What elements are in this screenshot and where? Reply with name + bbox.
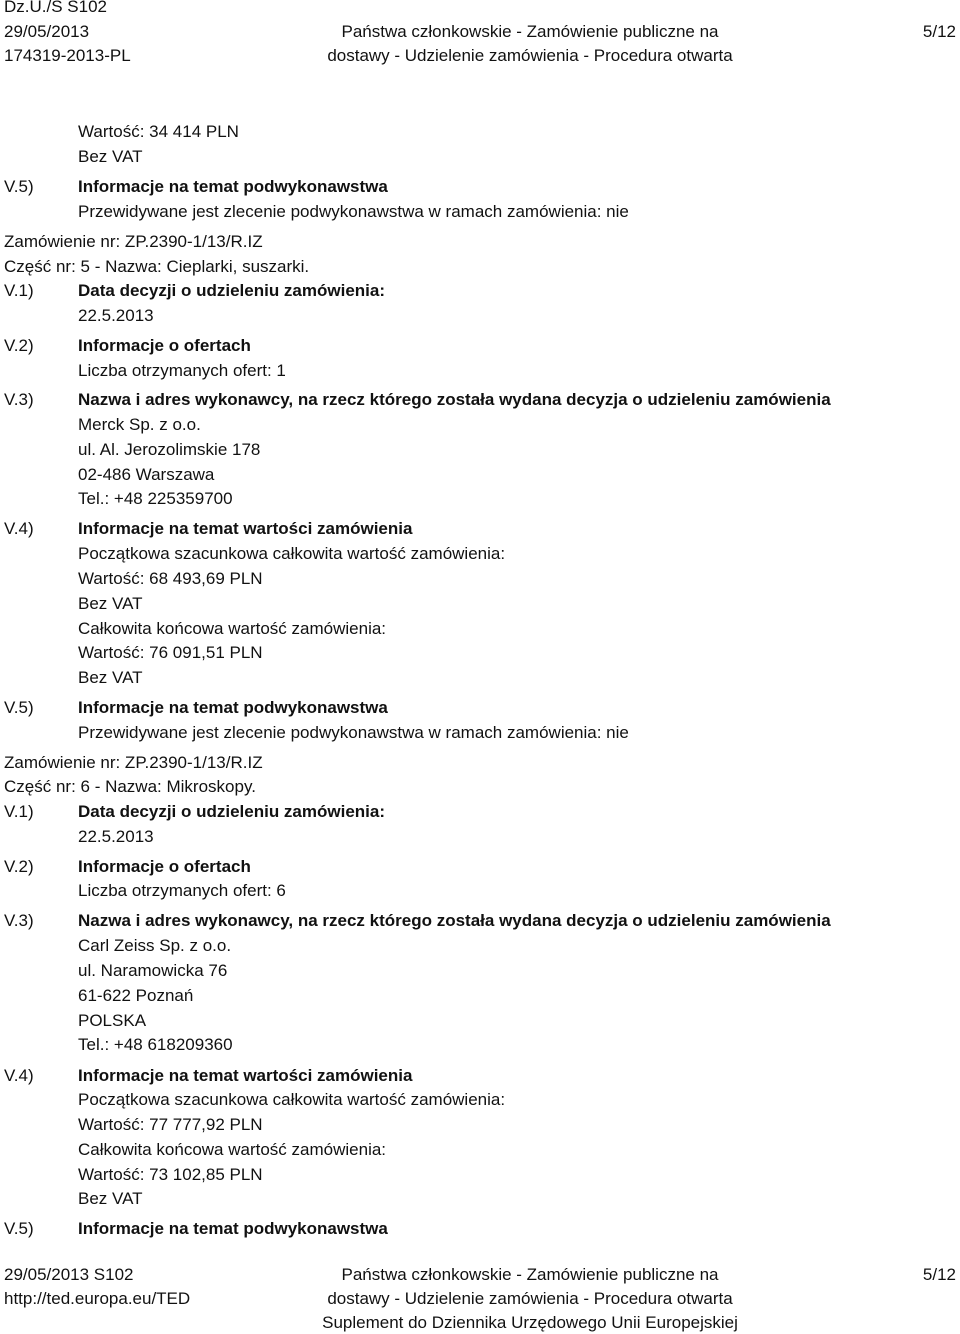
part5-initial-label: Początkowa szacunkowa całkowita wartość zamówienia:: [78, 544, 506, 563]
part6-company: Carl Zeiss Sp. z o.o.: [78, 936, 232, 955]
top-v5-number: V.5): [4, 177, 34, 196]
part5-v2-text: Liczba otrzymanych ofert: 1: [78, 361, 286, 380]
footer-url[interactable]: http://ted.europa.eu/TED: [4, 1289, 191, 1308]
part6-final-value: Wartość: 73 102,85 PLN: [78, 1165, 263, 1184]
part5-tel: Tel.: +48 225359700: [78, 489, 233, 508]
top-v5-text: Przewidywane jest zlecenie podwykonawstwa w ramach zamówienia: nie: [78, 202, 629, 221]
part6-order-number: Zamówienie nr: ZP.2390-1/13/R.IZ: [4, 753, 263, 772]
part6-v4-title: Informacje na temat wartości zamówienia: [78, 1066, 413, 1085]
part5-city: 02-486 Warszawa: [78, 465, 215, 484]
top-vat: Bez VAT: [78, 147, 143, 166]
part6-part-name: Część nr: 6 - Nazwa: Mikroskopy.: [4, 777, 256, 796]
header-journal: Dz.U./S S102: [4, 0, 107, 16]
part5-street: ul. Al. Jerozolimskie 178: [78, 440, 261, 459]
part5-v1-title: Data decyzji o udzieleniu zamówienia:: [78, 281, 386, 300]
part6-v4-number: V.4): [4, 1066, 34, 1085]
part6-street: ul. Naramowicka 76: [78, 961, 228, 980]
header-title-line1: Państwa członkowskie - Zamówienie publiczne na: [341, 22, 719, 41]
part6-tel: Tel.: +48 618209360: [78, 1035, 233, 1054]
part5-v1-number: V.1): [4, 281, 34, 300]
part6-initial-label: Początkowa szacunkowa całkowita wartość zamówienia:: [78, 1090, 506, 1109]
footer-title-line1: Państwa członkowskie - Zamówienie publiczne na: [341, 1265, 719, 1284]
part5-v5-number: V.5): [4, 698, 34, 717]
part5-initial-value: Wartość: 68 493,69 PLN: [78, 569, 263, 588]
part5-v3-number: V.3): [4, 390, 34, 409]
footer-title-line2: dostawy - Udzielenie zamówienia - Procedura otwarta: [327, 1289, 733, 1308]
footer-title-line3: Suplement do Dziennika Urzędowego Unii Europejskiej: [322, 1313, 738, 1332]
part6-city: 61-622 Poznań: [78, 986, 194, 1005]
part5-v4-title: Informacje na temat wartości zamówienia: [78, 519, 413, 538]
part6-v5-number: V.5): [4, 1219, 34, 1238]
part5-initial-vat: Bez VAT: [78, 594, 143, 613]
top-value: Wartość: 34 414 PLN: [78, 122, 239, 141]
part5-v2-title: Informacje o ofertach: [78, 336, 251, 355]
part5-v2-number: V.2): [4, 336, 34, 355]
part5-final-vat: Bez VAT: [78, 668, 143, 687]
part6-final-label: Całkowita końcowa wartość zamówienia:: [78, 1140, 387, 1159]
part5-v4-number: V.4): [4, 519, 34, 538]
part6-v3-title: Nazwa i adres wykonawcy, na rzecz którego została wydana decyzja o udzieleniu zamówienia: [78, 911, 831, 930]
header-page-number: 5/12: [922, 22, 956, 41]
part6-v5-title: Informacje na temat podwykonawstwa: [78, 1219, 388, 1238]
part6-v1-date: 22.5.2013: [78, 827, 154, 846]
part6-country: POLSKA: [78, 1011, 147, 1030]
part5-final-value: Wartość: 76 091,51 PLN: [78, 643, 263, 662]
part5-v5-title: Informacje na temat podwykonawstwa: [78, 698, 388, 717]
part6-v1-number: V.1): [4, 802, 34, 821]
part6-v2-title: Informacje o ofertach: [78, 857, 251, 876]
part6-initial-value: Wartość: 77 777,92 PLN: [78, 1115, 263, 1134]
part6-v2-number: V.2): [4, 857, 34, 876]
part5-v3-title: Nazwa i adres wykonawcy, na rzecz którego została wydana decyzja o udzieleniu zamówienia: [78, 390, 831, 409]
part5-part-name: Część nr: 5 - Nazwa: Cieplarki, suszarki.: [4, 257, 310, 276]
part5-v5-text: Przewidywane jest zlecenie podwykonawstwa w ramach zamówienia: nie: [78, 723, 629, 742]
header-date: 29/05/2013: [4, 22, 90, 41]
header-title-line2: dostawy - Udzielenie zamówienia - Procedura otwarta: [327, 46, 733, 65]
footer-page-number: 5/12: [922, 1265, 956, 1284]
part6-v1-title: Data decyzji o udzieleniu zamówienia:: [78, 802, 386, 821]
footer-date-ref: 29/05/2013 S102: [4, 1265, 134, 1284]
part5-final-label: Całkowita końcowa wartość zamówienia:: [78, 619, 387, 638]
part5-v1-date: 22.5.2013: [78, 306, 154, 325]
header-notice-id: 174319-2013-PL: [4, 46, 131, 65]
part5-order-number: Zamówienie nr: ZP.2390-1/13/R.IZ: [4, 232, 263, 251]
top-v5-title: Informacje na temat podwykonawstwa: [78, 177, 388, 196]
part5-company: Merck Sp. z o.o.: [78, 415, 201, 434]
part6-v3-number: V.3): [4, 911, 34, 930]
part6-final-vat: Bez VAT: [78, 1189, 143, 1208]
part6-v2-text: Liczba otrzymanych ofert: 6: [78, 881, 286, 900]
